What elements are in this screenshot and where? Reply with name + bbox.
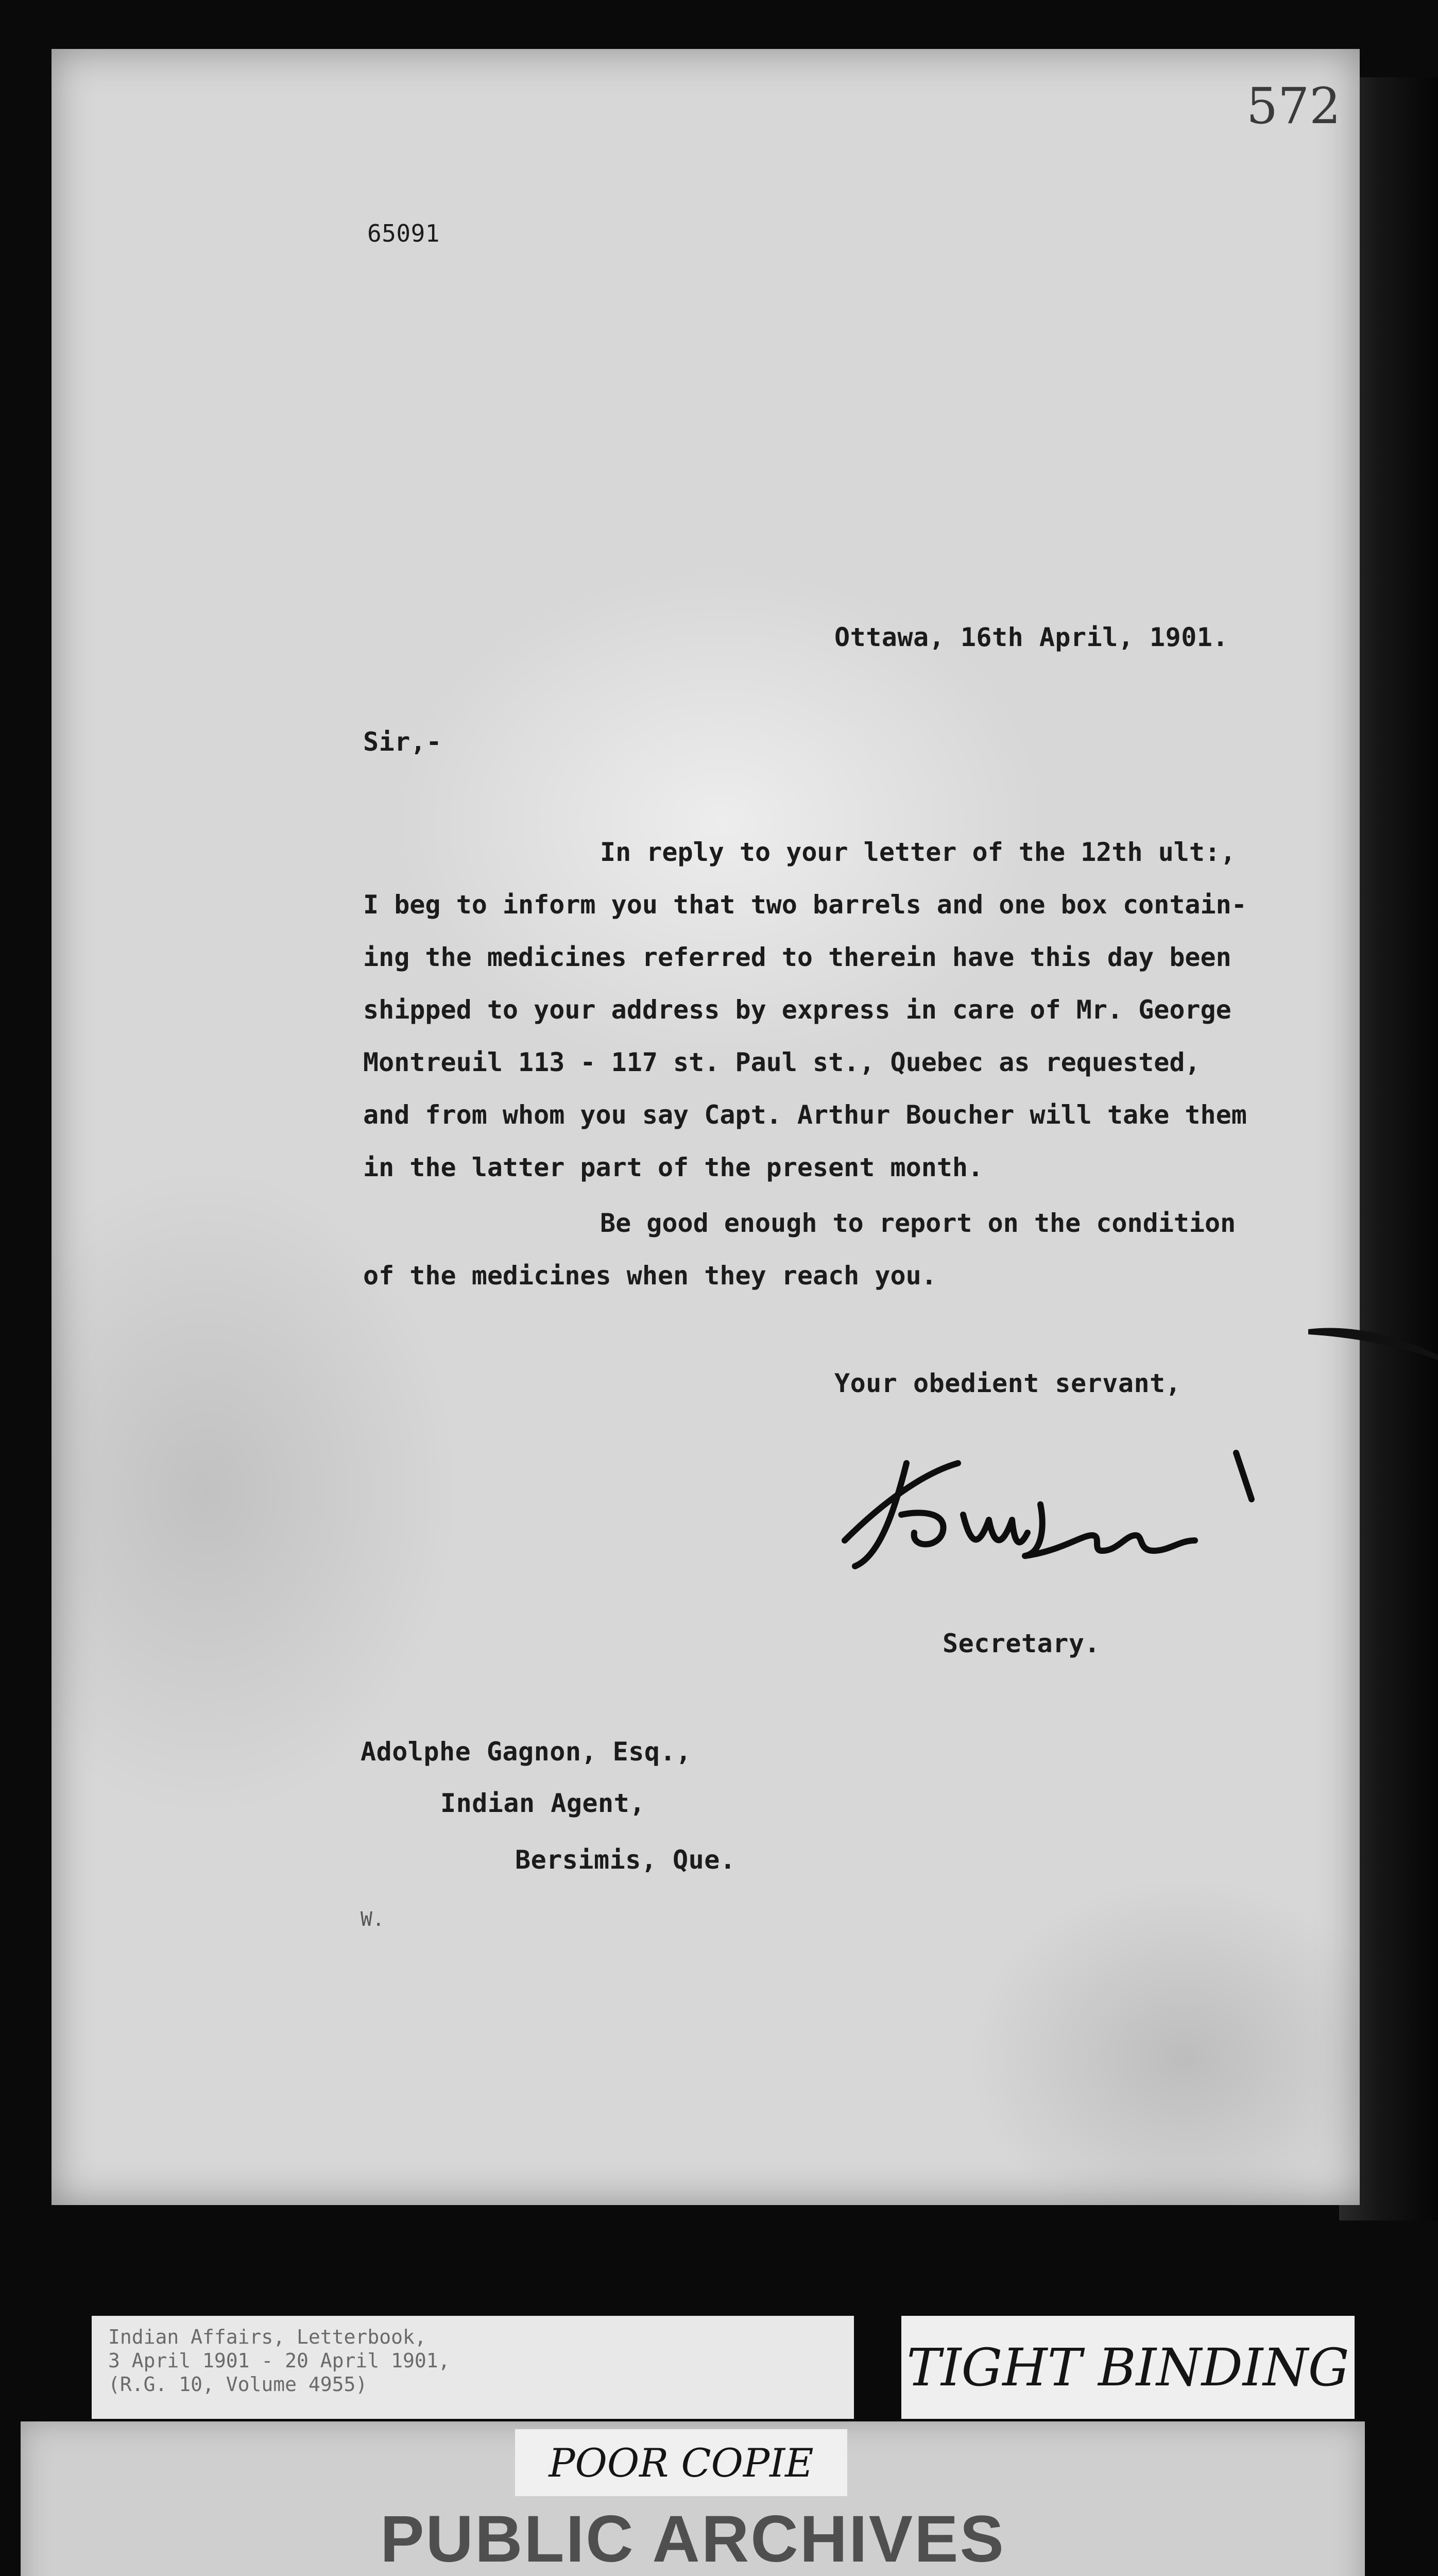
body-line: in the latter part of the present month. <box>363 1153 984 1182</box>
closing: Your obedient servant, <box>834 1368 1182 1398</box>
handwritten-signature <box>824 1443 1257 1597</box>
addressee-line: Bersimis, Que. <box>515 1845 736 1875</box>
poor-copy-note: POOR COPIE <box>515 2429 847 2496</box>
signature-title: Secretary. <box>943 1629 1101 1658</box>
addressee-line: Indian Agent, <box>440 1788 645 1818</box>
body-line: and from whom you say Capt. Arthur Boucher will take them <box>363 1100 1247 1130</box>
body-line: Be good enough to report on the condition <box>600 1208 1236 1238</box>
dateline: Ottawa, 16th April, 1901. <box>834 622 1229 652</box>
body-line: ing the medicines referred to therein have this day been <box>363 942 1231 972</box>
archive-label-line: (R.G. 10, Volume 4955) <box>108 2373 368 2396</box>
addressee-line: Adolphe Gagnon, Esq., <box>361 1737 692 1767</box>
binding-note-label: TIGHT BINDING <box>901 2316 1355 2419</box>
body-line: In reply to your letter of the 12th ult:, <box>600 837 1236 867</box>
stamp-line-public-archives: PUBLIC ARCHIVES <box>380 2502 1005 2576</box>
typist-initial: W. <box>361 1908 385 1930</box>
folio-number: 572 <box>1246 77 1341 135</box>
archive-label-line: 3 April 1901 - 20 April 1901, <box>108 2349 450 2372</box>
pen-tip <box>1308 1319 1438 1360</box>
body-line: shipped to your address by express in care of Mr. George <box>363 995 1231 1025</box>
salutation: Sir,- <box>363 727 442 757</box>
body-line: of the medicines when they reach you. <box>363 1261 937 1291</box>
body-line: Montreuil 113 - 117 st. Paul st., Quebec as requested, <box>363 1047 1201 1077</box>
body-line: I beg to inform you that two barrels and one box contain- <box>363 890 1247 920</box>
file-number: 65091 <box>367 219 440 247</box>
archive-label-line: Indian Affairs, Letterbook, <box>108 2326 426 2348</box>
archive-reference-label <box>92 2316 854 2419</box>
